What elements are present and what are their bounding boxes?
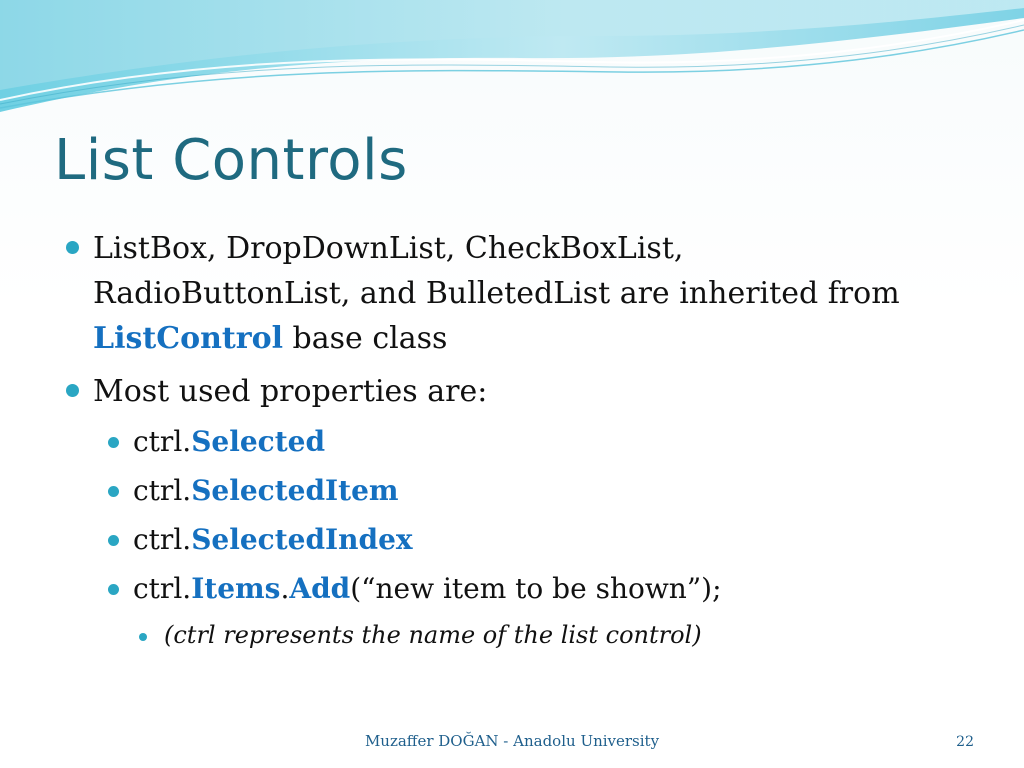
bullet-list-controls	[64, 226, 964, 361]
sub-bullet-prefix: ctrl.	[133, 425, 192, 458]
sub-bullet-prefix: ctrl.	[133, 474, 192, 507]
bullet-most-used	[64, 369, 964, 414]
bullet-icon	[108, 486, 119, 497]
page-number: 22	[956, 734, 974, 750]
note-text: (ctrl represents the name of the list control)	[164, 621, 702, 649]
bullet-icon	[108, 535, 119, 546]
sub-bullet-items-add	[64, 569, 964, 609]
bullet-text: Most used properties are:	[93, 374, 488, 409]
keyword-items: Items	[191, 572, 281, 605]
slide-title: List Controls	[54, 128, 408, 193]
sub-bullet-selectedindex	[64, 520, 964, 560]
sub-bullet-prefix: ctrl.	[133, 572, 192, 605]
bullet-icon	[66, 241, 79, 254]
header-wave-decoration	[0, 0, 1024, 120]
slide-content	[64, 226, 964, 652]
footer-text: Muzaffer DOĞAN - Anadolu University	[364, 732, 660, 750]
keyword-selected: Selected	[191, 425, 326, 458]
keyword-selectedindex: SelectedIndex	[191, 523, 413, 556]
sub-bullet-suffix: (“new item to be shown”);	[350, 572, 722, 605]
sub-bullet-prefix: ctrl.	[133, 523, 192, 556]
keyword-selecteditem: SelectedItem	[191, 474, 399, 507]
bullet-icon	[66, 384, 79, 397]
bullet-text-line1: ListBox, DropDownList, CheckBoxList,	[93, 231, 684, 266]
separator: .	[280, 572, 290, 605]
note-bullet	[64, 618, 964, 652]
sub-bullet-selected	[64, 422, 964, 462]
keyword-listcontrol: ListControl	[93, 321, 284, 356]
bullet-icon	[108, 584, 119, 595]
bullet-text-line2: RadioButtonList, and BulletedList are inherited from	[93, 276, 900, 311]
bullet-icon	[108, 437, 119, 448]
keyword-add: Add	[289, 572, 351, 605]
sub-bullet-selecteditem	[64, 471, 964, 511]
bullet-icon	[139, 633, 147, 641]
bullet-text-suffix: base class	[283, 321, 448, 356]
